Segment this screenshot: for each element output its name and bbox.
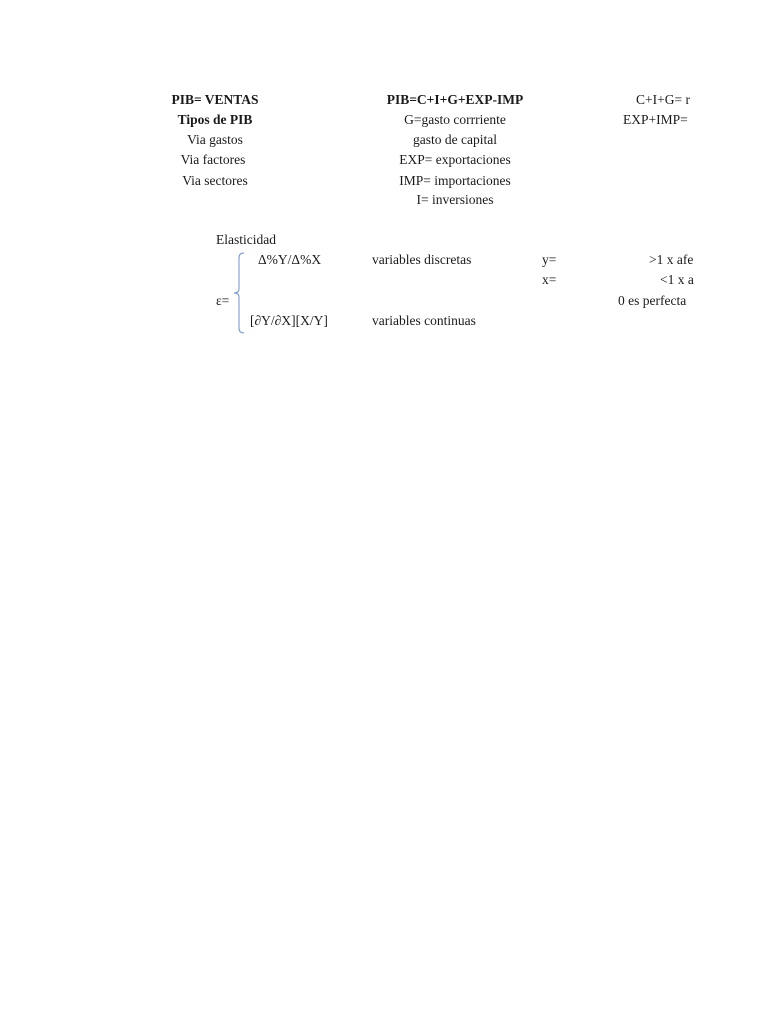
inversiones: I= inversiones bbox=[416, 192, 494, 207]
pib-formula-header: PIB=C+I+G+EXP-IMP bbox=[386, 92, 524, 107]
tipos-de-pib-subheader: Tipos de PIB bbox=[177, 112, 253, 127]
gasto-de-capital: gasto de capital bbox=[413, 132, 497, 147]
elasticidad-title: Elasticidad bbox=[216, 232, 276, 247]
via-sectores: Via sectores bbox=[182, 173, 248, 188]
x-label: x= bbox=[542, 272, 557, 287]
formula-continuous: [∂Y/∂X][X/Y] bbox=[250, 313, 328, 328]
via-factores: Via factores bbox=[180, 152, 246, 167]
epsilon-symbol: ε= bbox=[216, 293, 230, 308]
gasto-corriente: G=gasto corrriente bbox=[404, 112, 506, 127]
rule-zero-perfect: 0 es perfecta bbox=[618, 293, 687, 308]
label-discrete: variables discretas bbox=[372, 252, 472, 267]
exportaciones: EXP= exportaciones bbox=[399, 152, 511, 167]
formula-discrete: Δ%Y/Δ%X bbox=[258, 252, 322, 267]
rule-less-than-one: <1 x a bbox=[660, 272, 694, 287]
cig-formula: C+I+G= r bbox=[636, 92, 690, 107]
exp-imp-formula: EXP+IMP= bbox=[623, 112, 688, 127]
via-gastos: Via gastos bbox=[187, 132, 243, 147]
left-brace-icon bbox=[232, 252, 246, 334]
importaciones: IMP= importaciones bbox=[399, 173, 511, 188]
y-label: y= bbox=[542, 252, 557, 267]
rule-greater-than-one: >1 x afe bbox=[649, 252, 694, 267]
pib-ventas-header: PIB= VENTAS bbox=[171, 92, 259, 107]
label-continuous: variables continuas bbox=[372, 313, 476, 328]
